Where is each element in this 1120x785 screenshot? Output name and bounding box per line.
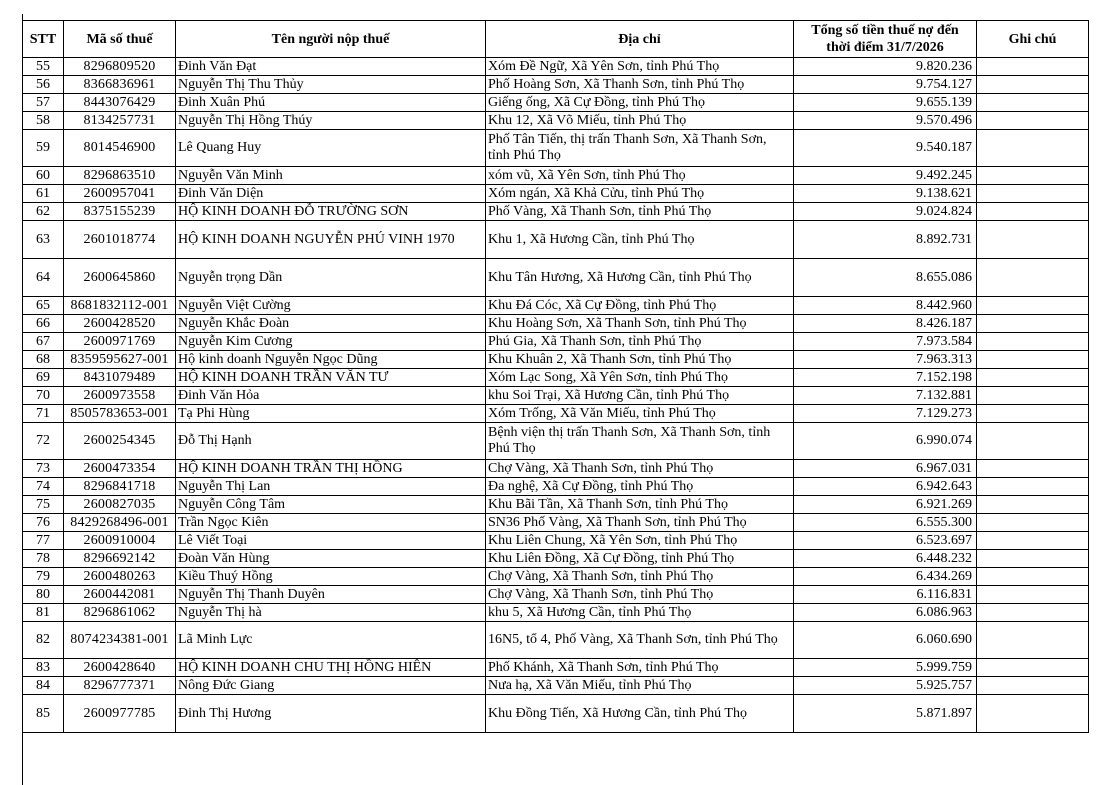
row-address: Xóm Lạc Song, Xã Yên Sơn, tỉnh Phú Thọ bbox=[486, 369, 794, 387]
row-stt: 77 bbox=[23, 532, 64, 550]
row-note bbox=[977, 460, 1089, 478]
header-stt: STT bbox=[23, 21, 64, 58]
row-address: Khu Liên Đồng, Xã Cự Đồng, tỉnh Phú Thọ bbox=[486, 550, 794, 568]
table-row bbox=[23, 514, 1089, 532]
row-note bbox=[977, 568, 1089, 586]
row-total-debt: 8.442.960 bbox=[794, 297, 977, 315]
row-total-debt: 8.892.731 bbox=[794, 221, 977, 259]
row-total-debt: 9.655.139 bbox=[794, 94, 977, 112]
row-tax-code: 8443076429 bbox=[64, 94, 176, 112]
row-note bbox=[977, 405, 1089, 423]
row-stt: 56 bbox=[23, 76, 64, 94]
row-taxpayer-name: Đinh Xuân Phú bbox=[176, 94, 486, 112]
header-tax-code: Mã số thuế bbox=[64, 21, 176, 58]
row-stt: 65 bbox=[23, 297, 64, 315]
row-note bbox=[977, 130, 1089, 167]
row-stt: 64 bbox=[23, 259, 64, 297]
row-address: Xóm Trống, Xã Văn Miếu, tỉnh Phú Thọ bbox=[486, 405, 794, 423]
row-total-debt: 8.655.086 bbox=[794, 259, 977, 297]
table-row bbox=[23, 203, 1089, 221]
row-stt: 70 bbox=[23, 387, 64, 405]
row-tax-code: 8134257731 bbox=[64, 112, 176, 130]
row-taxpayer-name: Nguyễn Công Tâm bbox=[176, 496, 486, 514]
header-taxpayer-name: Tên người nộp thuế bbox=[176, 21, 486, 58]
row-address: khu 5, Xã Hương Cần, tỉnh Phú Thọ bbox=[486, 604, 794, 622]
row-total-debt: 9.492.245 bbox=[794, 167, 977, 185]
row-tax-code: 2600254345 bbox=[64, 423, 176, 460]
row-note bbox=[977, 496, 1089, 514]
row-tax-code: 8429268496-001 bbox=[64, 514, 176, 532]
row-total-debt: 6.921.269 bbox=[794, 496, 977, 514]
row-taxpayer-name: Nguyễn Thị Thu Thủy bbox=[176, 76, 486, 94]
row-address: Xóm ngán, Xã Khả Cửu, tỉnh Phú Thọ bbox=[486, 185, 794, 203]
row-total-debt: 6.448.232 bbox=[794, 550, 977, 568]
row-tax-code: 2600473354 bbox=[64, 460, 176, 478]
row-address: Bệnh viện thị trấn Thanh Sơn, Xã Thanh Sơn, tỉnh Phú Thọ bbox=[486, 423, 794, 460]
row-tax-code: 8296692142 bbox=[64, 550, 176, 568]
row-tax-code: 8431079489 bbox=[64, 369, 176, 387]
row-taxpayer-name: Nguyễn Thị Hồng Thúy bbox=[176, 112, 486, 130]
row-stt: 72 bbox=[23, 423, 64, 460]
row-note bbox=[977, 58, 1089, 76]
row-tax-code: 8505783653-001 bbox=[64, 405, 176, 423]
row-stt: 73 bbox=[23, 460, 64, 478]
row-tax-code: 2600480263 bbox=[64, 568, 176, 586]
row-total-debt: 5.999.759 bbox=[794, 659, 977, 677]
row-tax-code: 8296841718 bbox=[64, 478, 176, 496]
table-row bbox=[23, 405, 1089, 423]
table-row bbox=[23, 586, 1089, 604]
row-total-debt: 7.132.881 bbox=[794, 387, 977, 405]
row-stt: 75 bbox=[23, 496, 64, 514]
row-stt: 63 bbox=[23, 221, 64, 259]
row-note bbox=[977, 185, 1089, 203]
table-row bbox=[23, 550, 1089, 568]
row-address: Khu 12, Xã Võ Miếu, tỉnh Phú Thọ bbox=[486, 112, 794, 130]
row-tax-code: 2601018774 bbox=[64, 221, 176, 259]
table-row bbox=[23, 259, 1089, 297]
row-taxpayer-name: Nguyễn Thị Lan bbox=[176, 478, 486, 496]
row-note bbox=[977, 695, 1089, 733]
row-total-debt: 6.523.697 bbox=[794, 532, 977, 550]
row-total-debt: 6.555.300 bbox=[794, 514, 977, 532]
row-note bbox=[977, 112, 1089, 130]
row-taxpayer-name: Nguyễn Văn Minh bbox=[176, 167, 486, 185]
row-note bbox=[977, 333, 1089, 351]
row-address: 16N5, tổ 4, Phố Vàng, Xã Thanh Sơn, tỉnh Phú Thọ bbox=[486, 622, 794, 659]
row-taxpayer-name: Nông Đức Giang bbox=[176, 677, 486, 695]
header-note: Ghi chú bbox=[977, 21, 1089, 58]
row-taxpayer-name: Đinh Văn Đạt bbox=[176, 58, 486, 76]
row-note bbox=[977, 604, 1089, 622]
row-total-debt: 5.871.897 bbox=[794, 695, 977, 733]
table-row bbox=[23, 568, 1089, 586]
row-tax-code: 8296809520 bbox=[64, 58, 176, 76]
row-note bbox=[977, 586, 1089, 604]
row-address: Chợ Vàng, Xã Thanh Sơn, tỉnh Phú Thọ bbox=[486, 586, 794, 604]
table-row bbox=[23, 622, 1089, 659]
row-total-debt: 6.967.031 bbox=[794, 460, 977, 478]
row-total-debt: 5.925.757 bbox=[794, 677, 977, 695]
row-stt: 71 bbox=[23, 405, 64, 423]
row-address: Giếng ống, Xã Cự Đồng, tỉnh Phú Thọ bbox=[486, 94, 794, 112]
row-taxpayer-name: HỘ KINH DOANH ĐỖ TRƯỜNG SƠN bbox=[176, 203, 486, 221]
row-address: Phố Tân Tiến, thị trấn Thanh Sơn, Xã Thanh Sơn, tỉnh Phú Thọ bbox=[486, 130, 794, 167]
table-row bbox=[23, 478, 1089, 496]
row-total-debt: 7.152.198 bbox=[794, 369, 977, 387]
row-note bbox=[977, 677, 1089, 695]
row-stt: 84 bbox=[23, 677, 64, 695]
row-address: Phố Hoàng Sơn, Xã Thanh Sơn, tỉnh Phú Thọ bbox=[486, 76, 794, 94]
table-row bbox=[23, 677, 1089, 695]
row-tax-code: 2600428640 bbox=[64, 659, 176, 677]
row-stt: 69 bbox=[23, 369, 64, 387]
row-total-debt: 7.973.584 bbox=[794, 333, 977, 351]
row-taxpayer-name: Nguyễn Việt Cường bbox=[176, 297, 486, 315]
table-row bbox=[23, 532, 1089, 550]
row-tax-code: 2600957041 bbox=[64, 185, 176, 203]
row-taxpayer-name: Đinh Thị Hương bbox=[176, 695, 486, 733]
row-note bbox=[977, 221, 1089, 259]
row-address: Phố Khánh, Xã Thanh Sơn, tỉnh Phú Thọ bbox=[486, 659, 794, 677]
table-row bbox=[23, 333, 1089, 351]
row-taxpayer-name: Đỗ Thị Hạnh bbox=[176, 423, 486, 460]
row-note bbox=[977, 550, 1089, 568]
row-total-debt: 6.434.269 bbox=[794, 568, 977, 586]
row-taxpayer-name: Nguyễn Thị Thanh Duyên bbox=[176, 586, 486, 604]
table-row bbox=[23, 659, 1089, 677]
table-row bbox=[23, 297, 1089, 315]
row-tax-code: 2600827035 bbox=[64, 496, 176, 514]
table-row bbox=[23, 167, 1089, 185]
header-total-debt bbox=[794, 21, 977, 58]
table-row bbox=[23, 695, 1089, 733]
row-stt: 74 bbox=[23, 478, 64, 496]
row-note bbox=[977, 167, 1089, 185]
row-tax-code: 8074234381-001 bbox=[64, 622, 176, 659]
row-total-debt: 9.754.127 bbox=[794, 76, 977, 94]
row-stt: 79 bbox=[23, 568, 64, 586]
row-taxpayer-name: HỘ KINH DOANH CHU THỊ HỒNG HIÊN bbox=[176, 659, 486, 677]
row-stt: 55 bbox=[23, 58, 64, 76]
row-note bbox=[977, 351, 1089, 369]
table-row bbox=[23, 221, 1089, 259]
row-address: Xóm Đề Ngữ, Xã Yên Sơn, tỉnh Phú Thọ bbox=[486, 58, 794, 76]
row-taxpayer-name: Trần Ngọc Kiên bbox=[176, 514, 486, 532]
row-tax-code: 8375155239 bbox=[64, 203, 176, 221]
row-note bbox=[977, 622, 1089, 659]
header-total-debt-line1: Tổng số tiền thuế nợ đến bbox=[811, 23, 959, 38]
row-stt: 62 bbox=[23, 203, 64, 221]
table-row bbox=[23, 185, 1089, 203]
row-taxpayer-name: Lê Quang Huy bbox=[176, 130, 486, 167]
row-tax-code: 2600977785 bbox=[64, 695, 176, 733]
row-total-debt: 6.116.831 bbox=[794, 586, 977, 604]
row-tax-code: 8366836961 bbox=[64, 76, 176, 94]
table-row bbox=[23, 112, 1089, 130]
row-total-debt: 7.129.273 bbox=[794, 405, 977, 423]
row-stt: 76 bbox=[23, 514, 64, 532]
row-address: Chợ Vàng, Xã Thanh Sơn, tỉnh Phú Thọ bbox=[486, 568, 794, 586]
row-address: Khu Hoàng Sơn, Xã Thanh Sơn, tỉnh Phú Thọ bbox=[486, 315, 794, 333]
row-stt: 67 bbox=[23, 333, 64, 351]
row-tax-code: 8296863510 bbox=[64, 167, 176, 185]
table-body bbox=[23, 58, 1089, 733]
row-note bbox=[977, 203, 1089, 221]
row-note bbox=[977, 76, 1089, 94]
table-row bbox=[23, 387, 1089, 405]
header-total-debt-line2: thời điểm 31/7/2026 bbox=[826, 40, 944, 55]
row-total-debt: 6.942.643 bbox=[794, 478, 977, 496]
row-note bbox=[977, 315, 1089, 333]
row-address: Khu Đồng Tiến, Xã Hương Cần, tỉnh Phú Thọ bbox=[486, 695, 794, 733]
row-stt: 60 bbox=[23, 167, 64, 185]
row-note bbox=[977, 297, 1089, 315]
row-taxpayer-name: Đinh Văn Diện bbox=[176, 185, 486, 203]
row-taxpayer-name: Nguyễn trọng Dần bbox=[176, 259, 486, 297]
row-note bbox=[977, 514, 1089, 532]
row-note bbox=[977, 532, 1089, 550]
row-note bbox=[977, 423, 1089, 460]
row-stt: 82 bbox=[23, 622, 64, 659]
table-row bbox=[23, 460, 1089, 478]
row-stt: 85 bbox=[23, 695, 64, 733]
row-total-debt: 9.138.621 bbox=[794, 185, 977, 203]
row-address: SN36 Phố Vàng, Xã Thanh Sơn, tỉnh Phú Thọ bbox=[486, 514, 794, 532]
row-tax-code: 2600971769 bbox=[64, 333, 176, 351]
table-header-row bbox=[23, 21, 1089, 58]
row-note bbox=[977, 478, 1089, 496]
row-taxpayer-name: Đinh Văn Hỏa bbox=[176, 387, 486, 405]
row-stt: 59 bbox=[23, 130, 64, 167]
row-taxpayer-name: Tạ Phi Hùng bbox=[176, 405, 486, 423]
row-note bbox=[977, 259, 1089, 297]
row-taxpayer-name: Nguyễn Kim Cương bbox=[176, 333, 486, 351]
table-row bbox=[23, 76, 1089, 94]
row-address: Khu Liên Chung, Xã Yên Sơn, tỉnh Phú Thọ bbox=[486, 532, 794, 550]
row-total-debt: 8.426.187 bbox=[794, 315, 977, 333]
row-note bbox=[977, 387, 1089, 405]
row-address: Đa nghệ, Xã Cự Đồng, tỉnh Phú Thọ bbox=[486, 478, 794, 496]
row-address: Khu Đá Cóc, Xã Cự Đồng, tỉnh Phú Thọ bbox=[486, 297, 794, 315]
row-note bbox=[977, 94, 1089, 112]
row-stt: 58 bbox=[23, 112, 64, 130]
tax-debt-table bbox=[22, 20, 1089, 733]
row-stt: 83 bbox=[23, 659, 64, 677]
row-tax-code: 8296861062 bbox=[64, 604, 176, 622]
table-row bbox=[23, 604, 1089, 622]
row-note bbox=[977, 369, 1089, 387]
table-row bbox=[23, 496, 1089, 514]
row-taxpayer-name: HỘ KINH DOANH NGUYỄN PHÚ VINH 1970 bbox=[176, 221, 486, 259]
table-row bbox=[23, 58, 1089, 76]
row-total-debt: 9.024.824 bbox=[794, 203, 977, 221]
row-stt: 57 bbox=[23, 94, 64, 112]
row-address: Nưa hạ, Xã Văn Miếu, tỉnh Phú Thọ bbox=[486, 677, 794, 695]
row-stt: 66 bbox=[23, 315, 64, 333]
row-total-debt: 7.963.313 bbox=[794, 351, 977, 369]
row-taxpayer-name: Lê Viết Toại bbox=[176, 532, 486, 550]
table-row bbox=[23, 351, 1089, 369]
table-row bbox=[23, 130, 1089, 167]
row-taxpayer-name: Nguyễn Thị hà bbox=[176, 604, 486, 622]
row-taxpayer-name: Đoàn Văn Hùng bbox=[176, 550, 486, 568]
row-address: Khu Bãi Tần, Xã Thanh Sơn, tỉnh Phú Thọ bbox=[486, 496, 794, 514]
row-stt: 61 bbox=[23, 185, 64, 203]
row-address: xóm vũ, Xã Yên Sơn, tỉnh Phú Thọ bbox=[486, 167, 794, 185]
row-tax-code: 2600910004 bbox=[64, 532, 176, 550]
row-taxpayer-name: HỘ KINH DOANH TRẦN THỊ HỒNG bbox=[176, 460, 486, 478]
row-total-debt: 9.540.187 bbox=[794, 130, 977, 167]
row-address: Khu Khuân 2, Xã Thanh Sơn, tỉnh Phú Thọ bbox=[486, 351, 794, 369]
row-address: Khu Tân Hương, Xã Hương Cần, tỉnh Phú Thọ bbox=[486, 259, 794, 297]
row-tax-code: 2600442081 bbox=[64, 586, 176, 604]
row-taxpayer-name: Lã Minh Lực bbox=[176, 622, 486, 659]
row-stt: 81 bbox=[23, 604, 64, 622]
row-address: khu Soi Trại, Xã Hương Cần, tỉnh Phú Thọ bbox=[486, 387, 794, 405]
row-tax-code: 8359595627-001 bbox=[64, 351, 176, 369]
row-taxpayer-name: Hộ kinh doanh Nguyễn Ngọc Dũng bbox=[176, 351, 486, 369]
table-row bbox=[23, 423, 1089, 460]
row-address: Chợ Vàng, Xã Thanh Sơn, tỉnh Phú Thọ bbox=[486, 460, 794, 478]
table-row bbox=[23, 315, 1089, 333]
row-tax-code: 2600645860 bbox=[64, 259, 176, 297]
row-tax-code: 8296777371 bbox=[64, 677, 176, 695]
row-address: Phố Vàng, Xã Thanh Sơn, tỉnh Phú Thọ bbox=[486, 203, 794, 221]
row-total-debt: 9.820.236 bbox=[794, 58, 977, 76]
row-stt: 80 bbox=[23, 586, 64, 604]
table-row bbox=[23, 369, 1089, 387]
row-stt: 68 bbox=[23, 351, 64, 369]
row-taxpayer-name: Nguyễn Khắc Đoàn bbox=[176, 315, 486, 333]
header-address: Địa chỉ bbox=[486, 21, 794, 58]
row-total-debt: 6.990.074 bbox=[794, 423, 977, 460]
row-tax-code: 2600973558 bbox=[64, 387, 176, 405]
row-stt: 78 bbox=[23, 550, 64, 568]
row-total-debt: 6.086.963 bbox=[794, 604, 977, 622]
row-note bbox=[977, 659, 1089, 677]
row-tax-code: 8014546900 bbox=[64, 130, 176, 167]
row-taxpayer-name: HỘ KINH DOANH TRẦN VĂN TƯ bbox=[176, 369, 486, 387]
row-address: Khu 1, Xã Hương Cần, tỉnh Phú Thọ bbox=[486, 221, 794, 259]
row-total-debt: 9.570.496 bbox=[794, 112, 977, 130]
row-address: Phú Gia, Xã Thanh Sơn, tỉnh Phú Thọ bbox=[486, 333, 794, 351]
row-taxpayer-name: Kiều Thuý Hồng bbox=[176, 568, 486, 586]
row-total-debt: 6.060.690 bbox=[794, 622, 977, 659]
row-tax-code: 8681832112-001 bbox=[64, 297, 176, 315]
table-row bbox=[23, 94, 1089, 112]
row-tax-code: 2600428520 bbox=[64, 315, 176, 333]
